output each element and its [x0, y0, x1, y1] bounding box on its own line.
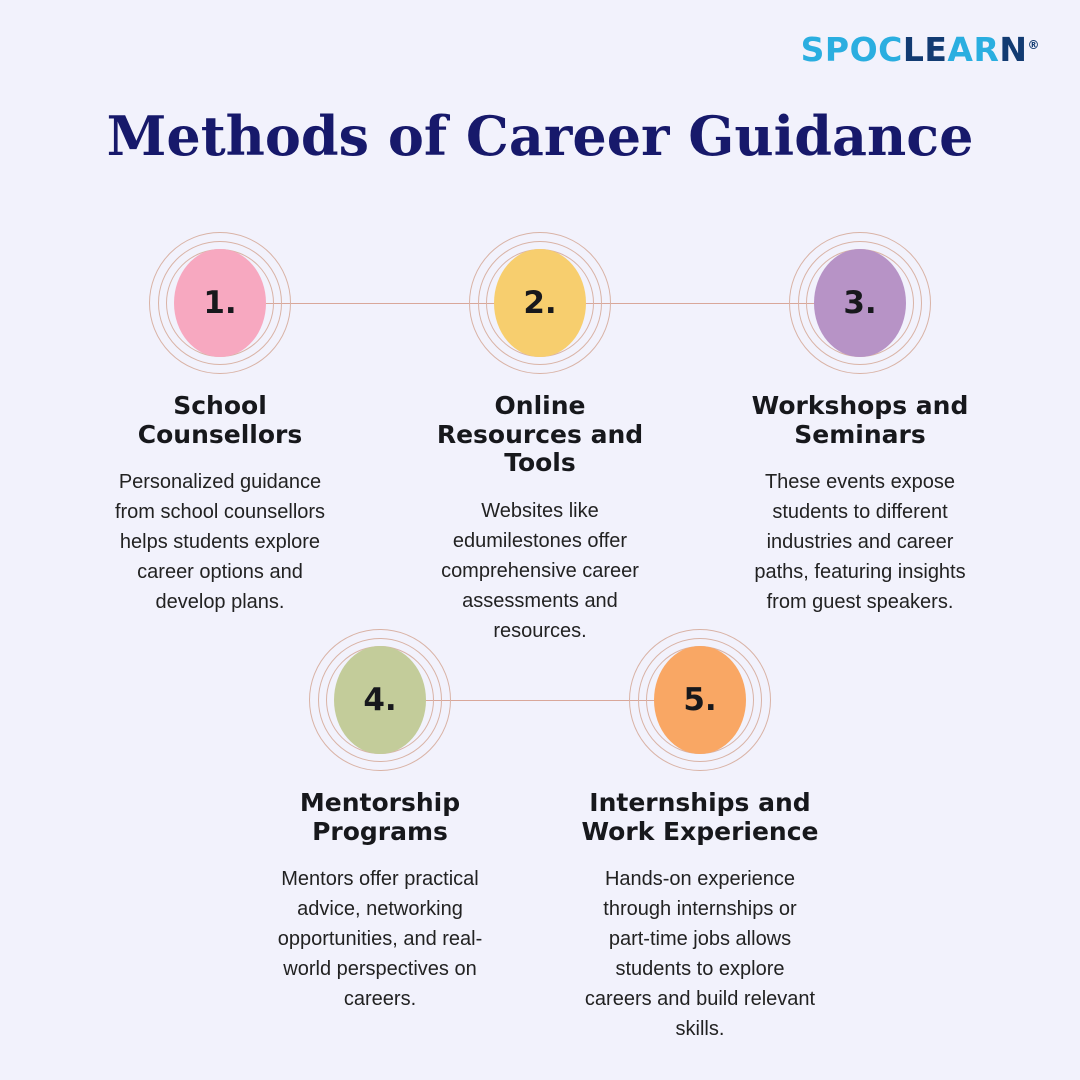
steps-row-bottom — [170, 625, 910, 1044]
step-card-5 — [580, 625, 820, 1044]
step-description-1: Personalized guidance from school counsellors helps students explore career options and develop plans. — [114, 471, 326, 613]
registered-trademark-icon: ® — [1027, 38, 1040, 52]
badge-number-4: 4. — [334, 646, 426, 754]
step-badge-3 — [785, 228, 935, 378]
step-heading-2: Online Resources and Tools — [436, 391, 644, 477]
step-description-2: Websites like edumilestones offer comprehensive career assessments and resources. — [441, 499, 639, 642]
step-description-5: Hands-on experience through internships or part-time jobs allows students to explore careers and build relevant skills. — [584, 868, 816, 1040]
step-heading-4: Mentorship Programs — [299, 788, 461, 846]
step-card-2 — [420, 228, 660, 646]
brand-part-n: N — [999, 30, 1028, 69]
step-badge-1 — [145, 228, 295, 378]
step-heading-3: Workshops and Seminars — [751, 391, 969, 449]
badge-number-2: 2. — [494, 249, 586, 357]
step-card-1 — [100, 228, 340, 646]
step-description-3: These events expose students to different industries and career paths, featuring insights from guest speakers. — [754, 471, 966, 613]
step-badge-5 — [625, 625, 775, 775]
brand-part-le: LE — [902, 30, 948, 69]
brand-logo — [801, 30, 1040, 69]
step-badge-4 — [305, 625, 455, 775]
steps-row-top — [30, 228, 1050, 646]
step-card-4 — [260, 625, 500, 1044]
step-heading-1: School Counsellors — [137, 391, 303, 449]
step-badge-2 — [465, 228, 615, 378]
step-description-4: Mentors offer practical advice, networking opportunities, and real-world perspectives on careers. — [277, 868, 483, 1010]
brand-part-spoc: SPOC — [800, 30, 903, 69]
step-card-3 — [740, 228, 980, 646]
step-heading-5: Internships and Work Experience — [581, 788, 819, 846]
badge-number-3: 3. — [814, 249, 906, 357]
badge-number-1: 1. — [174, 249, 266, 357]
brand-part-ar: AR — [947, 30, 1000, 69]
page-title: Methods of Career Guidance — [106, 104, 974, 168]
badge-number-5: 5. — [654, 646, 746, 754]
